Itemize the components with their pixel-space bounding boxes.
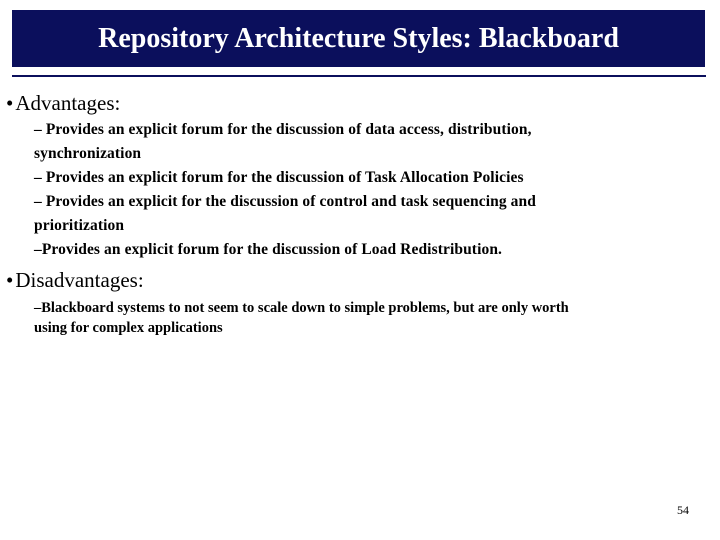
advantages-list <box>36 118 701 262</box>
list-item-text-continued: using for complex applications <box>34 320 223 336</box>
list-item-text-continued: prioritization <box>34 217 125 234</box>
list-item: –Provides an explicit forum for the discussion of Load Redistribution. <box>34 241 503 258</box>
list-item-text: Provides an explicit forum for the discussion of Task Allocation Policies <box>45 169 524 186</box>
disadvantages-heading-label: Disadvantages: <box>15 268 144 292</box>
list-item-text: Provides an explicit forum for the discussion of data access, distribution, <box>45 121 532 138</box>
list-item: –Blackboard systems to not seem to scale down to simple problems, but are only worth using for complex applications <box>34 298 699 338</box>
advantages-heading <box>6 90 120 116</box>
list-item-text: Blackboard systems to not seem to scale down to simple problems, but are only worth <box>41 300 569 316</box>
list-item: – Provides an explicit forum for the discussion of data access, distribution, synchronization <box>34 118 699 166</box>
page-number: 54 <box>677 503 689 517</box>
list-item-text-continued: synchronization <box>34 145 142 162</box>
title-divider <box>12 75 706 77</box>
bullet-icon: • <box>6 91 14 115</box>
slide-title-bar <box>12 10 705 67</box>
list-item: – Provides an explicit for the discussion of control and task sequencing and prioritization <box>34 190 699 238</box>
list-item-text: Provides an explicit for the discussion of control and task sequencing and <box>45 193 536 210</box>
advantages-heading-label: Advantages: <box>15 91 121 115</box>
list-item: – Provides an explicit forum for the discussion of Task Allocation Policies <box>34 169 524 186</box>
slide-title: Repository Architecture Styles: Blackboard <box>98 22 619 54</box>
bullet-icon: • <box>6 268 14 292</box>
disadvantages-heading <box>6 267 144 293</box>
disadvantages-list <box>36 298 701 338</box>
list-item-text: Provides an explicit forum for the discussion of Load Redistribution. <box>41 241 503 258</box>
